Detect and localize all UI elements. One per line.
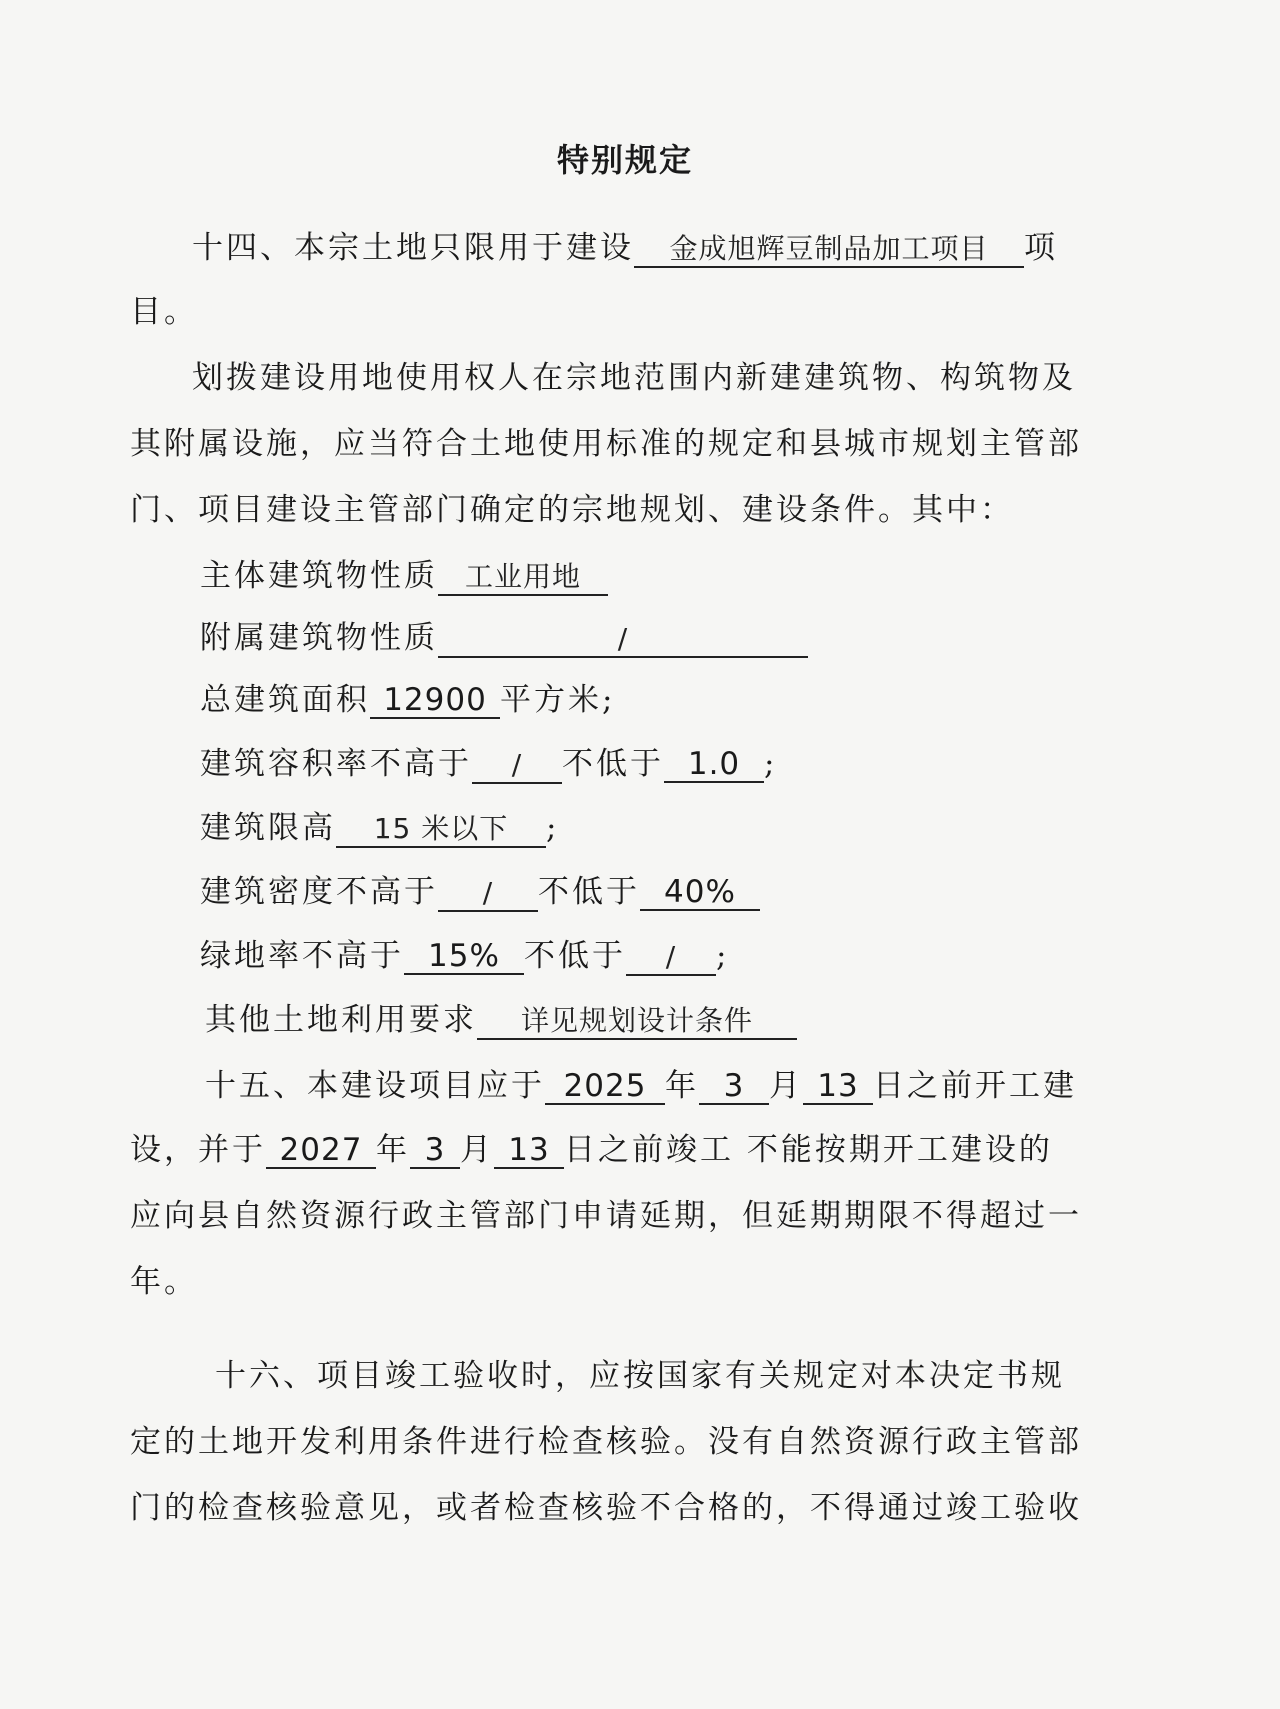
art15-line2-prefix: 设，并于 — [130, 1132, 266, 1168]
end-year-char: 年 — [376, 1132, 410, 1168]
start-year-char: 年 — [665, 1068, 699, 1104]
para2-line3: 门、项目建设主管部门确定的宗地规划、建设条件。其中： — [130, 492, 1014, 528]
height-label: 建筑限高 — [200, 810, 336, 846]
art15-line3: 应向县自然资源行政主管部门申请延期，但延期期限不得超过一 — [130, 1198, 1082, 1234]
green-max: 15% — [404, 939, 524, 975]
art14-prefix: 十四、本宗土地只限用于建设 — [192, 230, 634, 266]
main-nature-value: 工业用地 — [438, 560, 608, 596]
art15-line1-suffix: 日之前开工建 — [873, 1068, 1077, 1104]
far-min-label: 不低于 — [562, 746, 664, 782]
end-month: 3 — [410, 1133, 460, 1169]
area-value: 12900 — [370, 683, 500, 719]
art14-line1 — [192, 228, 1058, 268]
project-name-field: 金成旭辉豆制品加工项目 — [634, 232, 1024, 268]
main-nature-label: 主体建筑物性质 — [200, 558, 438, 594]
aux-nature-label: 附属建筑物性质 — [200, 620, 438, 656]
art15-line2 — [130, 1130, 1053, 1170]
far-max: / — [472, 748, 562, 784]
para2-line2: 其附属设施，应当符合土地使用标准的规定和县城市规划主管部 — [130, 426, 1082, 462]
green-row — [200, 936, 729, 976]
art15-line4: 年。 — [130, 1264, 198, 1300]
area-unit: 平方米; — [500, 682, 616, 718]
height-value: 15 米以下 — [336, 812, 546, 848]
area-row — [200, 680, 615, 720]
other-row — [205, 1000, 797, 1040]
end-day: 13 — [494, 1133, 564, 1169]
start-month: 3 — [699, 1069, 769, 1105]
height-end: ; — [546, 810, 560, 846]
end-year: 2027 — [266, 1133, 376, 1169]
page-title: 特别规定 — [556, 141, 693, 179]
height-row — [200, 808, 559, 848]
end-month-char: 月 — [460, 1132, 494, 1168]
far-end: ; — [764, 746, 778, 782]
other-label: 其他土地利用要求 — [205, 1002, 477, 1038]
art15-line2-suffix: 日之前竣工 不能按期开工建设的 — [564, 1132, 1053, 1168]
aux-nature-value: / — [438, 622, 808, 658]
green-min: / — [626, 940, 716, 976]
art16-line1: 十六、项目竣工验收时，应按国家有关规定对本决定书规 — [215, 1358, 1065, 1394]
start-year: 2025 — [545, 1069, 665, 1105]
green-end: ; — [716, 938, 730, 974]
main-nature-row — [200, 556, 608, 596]
density-row — [200, 872, 760, 912]
far-min: 1.0 — [664, 747, 764, 783]
art14-suffix: 项 — [1024, 230, 1058, 266]
far-row — [200, 744, 777, 784]
density-max: / — [438, 876, 538, 912]
green-min-label: 不低于 — [524, 938, 626, 974]
area-label: 总建筑面积 — [200, 682, 370, 718]
art15-line1 — [205, 1066, 1077, 1106]
density-min: 40% — [640, 875, 760, 911]
far-label: 建筑容积率不高于 — [200, 746, 472, 782]
art14-line2: 目。 — [130, 294, 198, 330]
green-label: 绿地率不高于 — [200, 938, 404, 974]
art16-line2: 定的土地开发利用条件进行检查核验。没有自然资源行政主管部 — [130, 1424, 1082, 1460]
start-month-char: 月 — [769, 1068, 803, 1104]
density-label: 建筑密度不高于 — [200, 874, 438, 910]
art15-prefix: 十五、本建设项目应于 — [205, 1068, 545, 1104]
aux-nature-row — [200, 618, 808, 658]
other-value: 详见规划设计条件 — [477, 1004, 797, 1040]
art16-line3: 门的检查核验意见，或者检查核验不合格的，不得通过竣工验收 — [130, 1490, 1082, 1526]
density-min-label: 不低于 — [538, 874, 640, 910]
para2-line1: 划拨建设用地使用权人在宗地范围内新建建筑物、构筑物及 — [192, 360, 1076, 396]
start-day: 13 — [803, 1069, 873, 1105]
